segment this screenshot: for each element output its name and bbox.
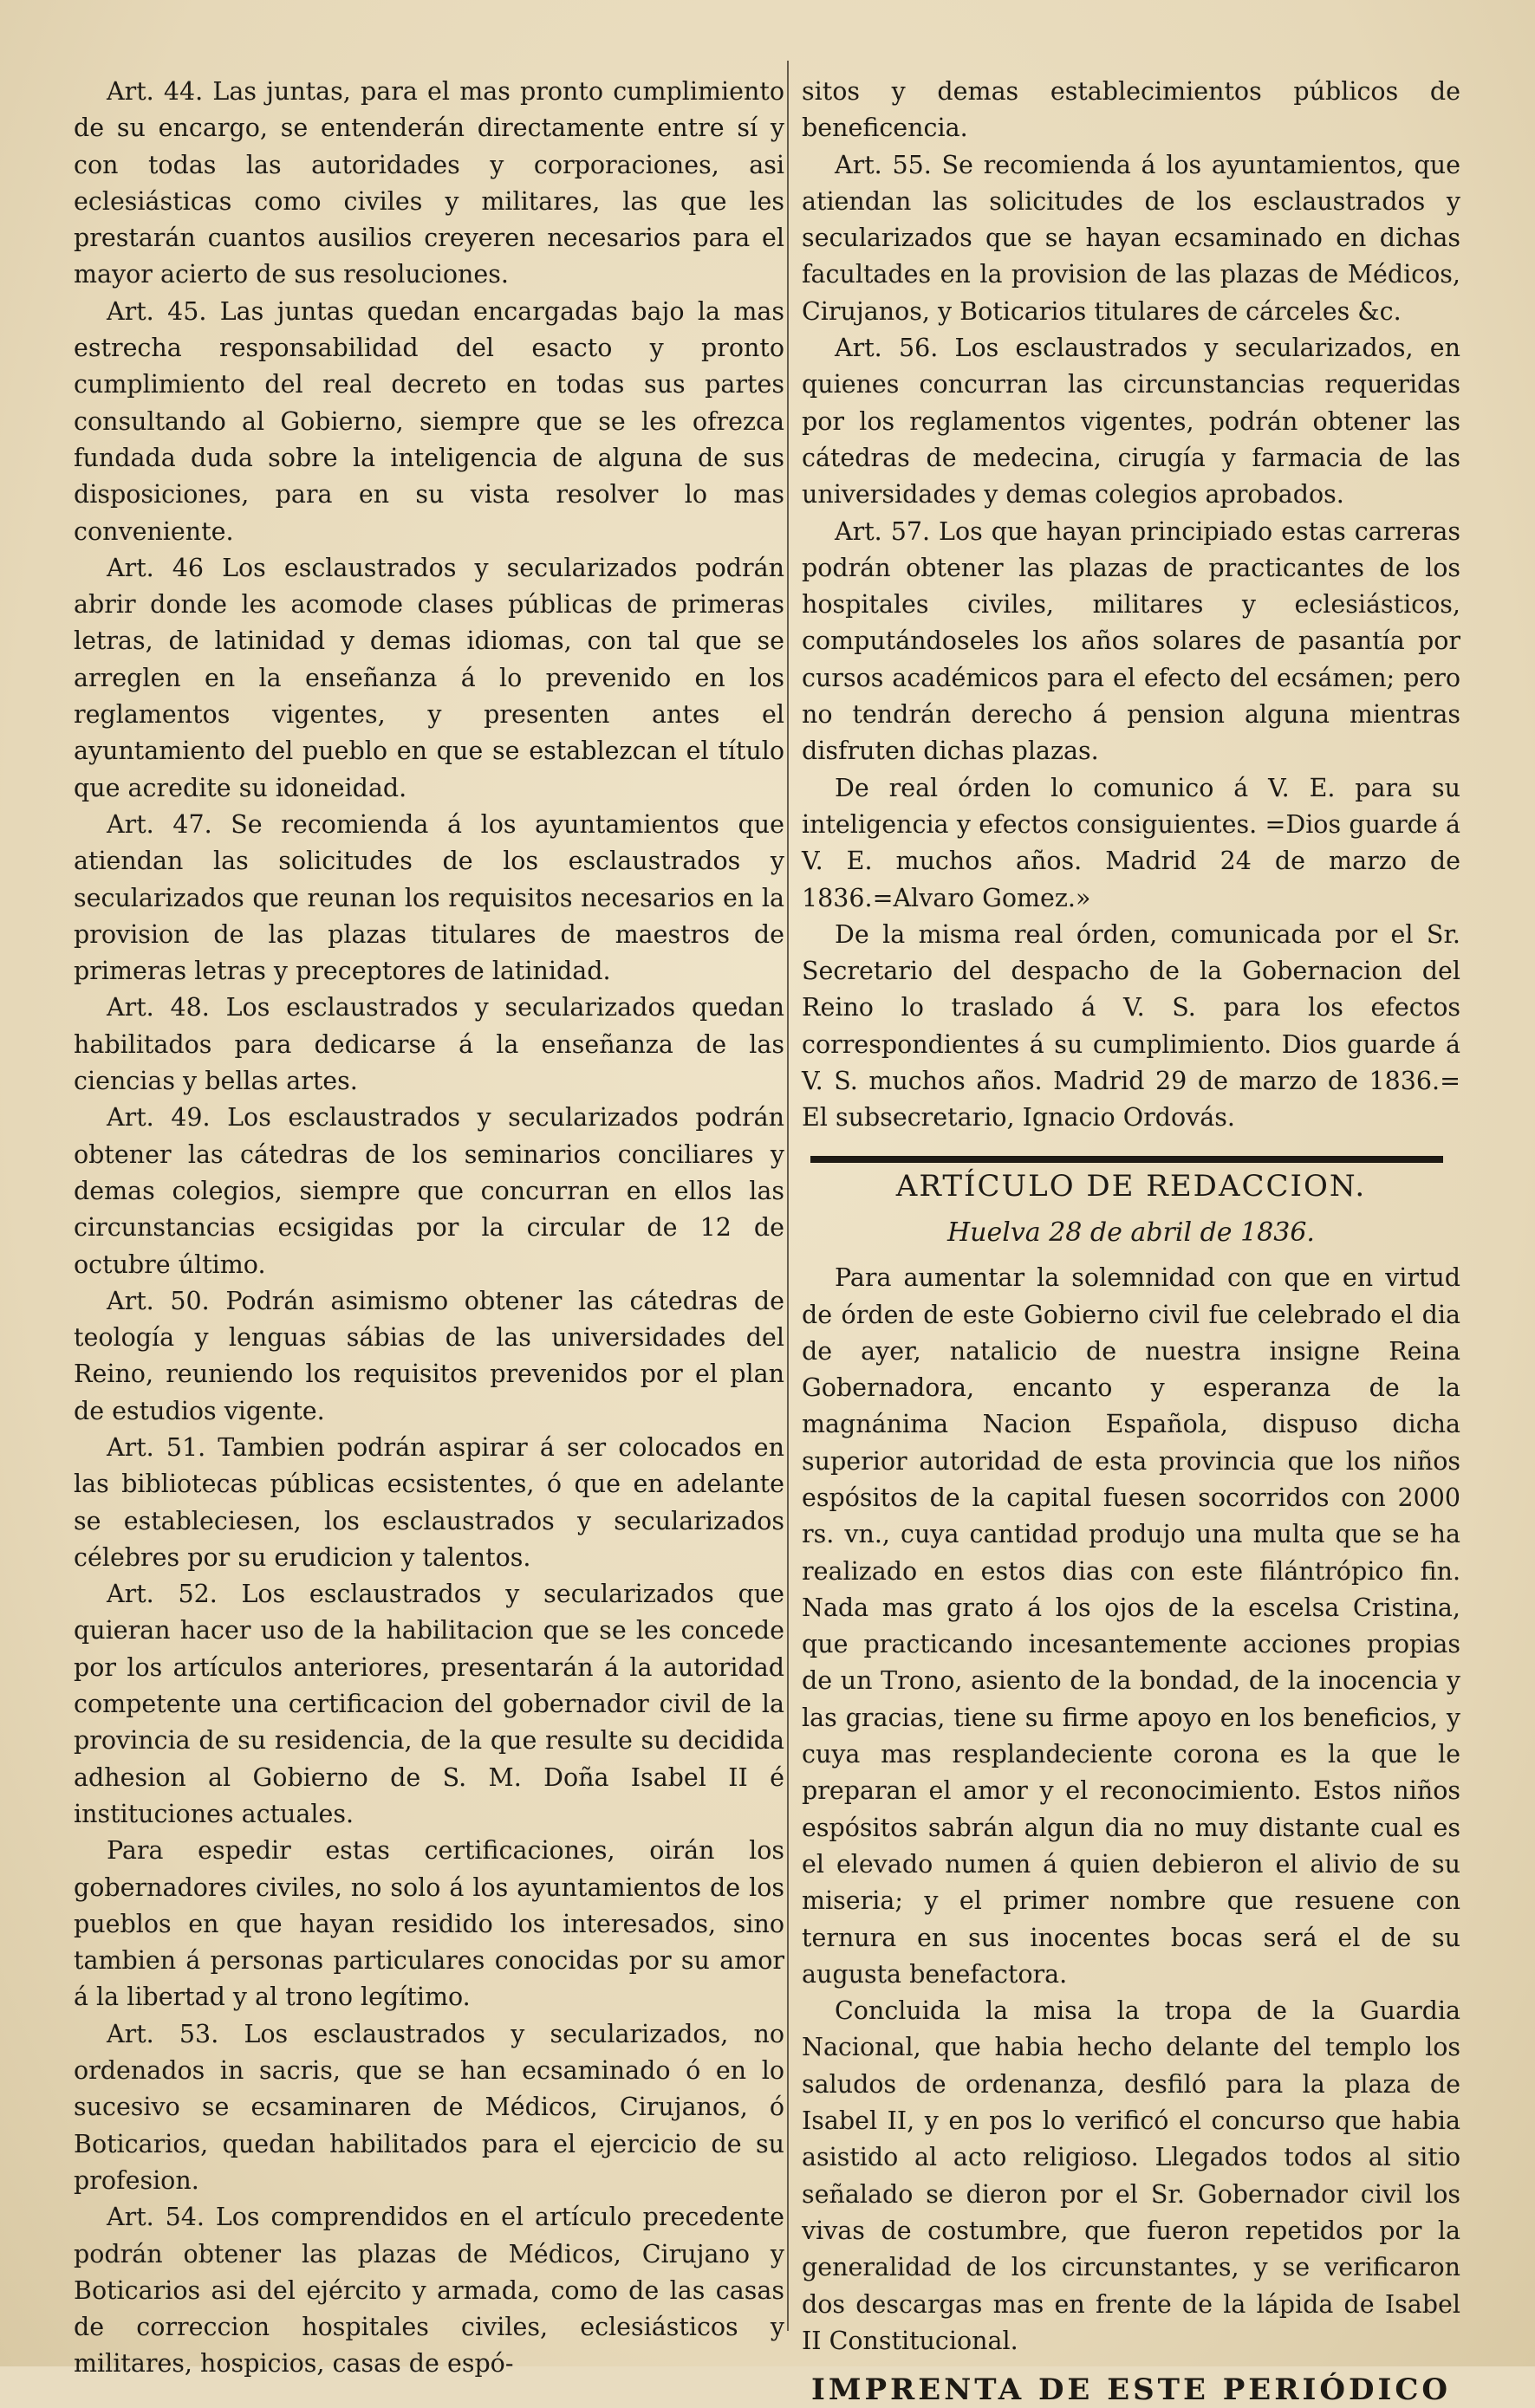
article-51: Art. 51. Tambien podrán aspirar á ser colocados en las bibliotecas públicas ecsistentes, ó que en adelante se estableciesen, los esclaustrados y secularizados célebres por su erudicion y talentos.: [74, 1432, 784, 1572]
right-column: [802, 74, 1460, 2408]
article-57: Art. 57. Los que hayan principiado estas carreras podrán obtener las plazas de practicantes de los hospitales civiles, militares y eclesiásticos, computándoseles los años solares de pasantía por cursos académicos para el efecto del ecsámen; pero no tendrán derecho á pension alguna mientras disfruten dichas plazas.: [802, 516, 1460, 766]
article-47: Art. 47. Se recomienda á los ayuntamientos que atiendan las solicitudes de los esclaustrados y secularizados que reunan los requisitos necesarios en la provision de las plazas titulares de maestros de primeras letras y preceptores de latinidad.: [74, 809, 784, 986]
article-53: Art. 53. Los esclaustrados y secularizados, no ordenados in sacris, que se han ecsaminado ó en lo sucesivo se ecsaminaren de Médicos, Cirujanos, ó Boticarios, quedan habilitados para el ejercicio de su profesion.: [74, 2019, 784, 2195]
article-56: Art. 56. Los esclaustrados y secularizados, en quienes concurran las circunstancias requeridas por los reglamentos vigentes, podrán obtener las cátedras de medecina, cirugía y farmacia de las universidades y demas colegios aprobados.: [802, 334, 1460, 510]
article-54-continuation: sitos y demas establecimientos públicos de beneficencia.: [802, 77, 1460, 143]
editorial-paragraph: Para aumentar la solemnidad con que en virtud de órden de este Gobierno civil fue celebrado el dia de ayer, natalicio de nuestra insigne Reina Gobernadora, encanto y esperanza de la magnánima Nacion Española, dispuso dicha superior autoridad de esta provincia que los niños espósitos de la capital fuesen socorridos con 2000 rs. vn., cuya cantidad produjo una multa que se ha realizado en estos dias con este filántrópico fin. Nada mas grato á los ojos de la escelsa Cristina, que practicando incesantemente acciones propias de un Trono, asiento de la bondad, de la inocencia y las gracias, tiene su firme apoyo en los beneficios, y cuya mas resplandeciente corona es la que le preparan el amor y el reconocimiento. Estos niños espósitos sabrán algun dia no muy distante cual es el elevado numen á quien debieron el alivio de su miseria; y el primer nombre que resuene con ternura en sus inocentes bocas será el de su augusta benefactora.: [802, 1263, 1460, 1989]
article-52-continuation: Para espedir estas certificaciones, oirán los gobernadores civiles, no solo á los ayuntamientos de los pueblos en que hayan residido los interesados, sino tambien á personas particulares conocidas por su amor á la libertad y al trono legítimo.: [74, 1836, 784, 2012]
editorial-dateline: Huelva 28 de abril de 1836.: [947, 1217, 1315, 1248]
column-divider: [787, 61, 789, 2331]
article-44: Art. 44. Las juntas, para el mas pronto cumplimiento de su encargo, se entenderán directamente entre sí y con todas las autoridades y corporaciones, asi eclesiásticas como civiles y militares, las que les prestarán cuantos ausilios creyeren necesarios para el mayor acierto de sus resoluciones.: [74, 77, 784, 289]
imprint-line: IMPRENTA DE ESTE PERIÓDICO: [810, 2372, 1452, 2408]
editorial-paragraph: Concluida la misa la tropa de la Guardia Nacional, que habia hecho delante del templo los saludos de ordenanza, desfiló para la plaza de Isabel II, y en pos lo verificó el concurso que habia asistido al acto religioso. Llegados todos al sitio señalado se dieron por el Sr. Gobernador civil los vivas de costumbre, que fueron repetidos por la generalidad de los circunstantes, y se verificaron dos descargas mas en frente de la lápida de Isabel II Constitucional.: [802, 1996, 1460, 2355]
article-54: Art. 54. Los comprendidos en el artículo precedente podrán obtener las plazas de Médicos, Cirujano y Boticarios asi del ejército y armada, como de las casas de correccion hospitales civiles, eclesiásticos y militares, hospicios, casas de espó-: [74, 2203, 784, 2379]
article-55: Art. 55. Se recomienda á los ayuntamientos, que atiendan las solicitudes de los esclaustrados y secularizados que se hayan ecsaminado en dichas facultades en la provision de las plazas de Médicos, Cirujanos, y Boticarios titulares de cárceles &c.: [802, 150, 1460, 326]
article-45: Art. 45. Las juntas quedan encargadas bajo la mas estrecha responsabilidad del esacto y pronto cumplimiento del real decreto en todas sus partes consultando al Gobierno, siempre que se les ofrezca fundada duda sobre la inteligencia de alguna de sus disposiciones, para en su vista resolver lo mas conveniente.: [74, 296, 784, 546]
article-52: Art. 52. Los esclaustrados y secularizados que quieran hacer uso de la habilitacion que se les concede por los artículos anteriores, presentarán á la autoridad competente una certificacion del gobernador civil de la provincia de su residencia, de la que resulte su decidida adhesion al Gobierno de S. M. Doña Isabel II é instituciones actuales.: [74, 1580, 784, 1828]
left-column: [74, 74, 784, 2383]
article-48: Art. 48. Los esclaustrados y secularizados quedan habilitados para dedicarse á la enseñanza de las ciencias y bellas artes.: [74, 993, 784, 1096]
transfer-note: De la misma real órden, comunicada por el Sr. Secretario del despacho de la Gobernacion del Reino lo traslado á V. S. para los efectos correspondientes á su cumplimiento. Dios guarde á V. S. muchos años. Madrid 29 de marzo de 1836.= El subsecretario, Ignacio Ordovás.: [802, 919, 1460, 1133]
article-46: Art. 46 Los esclaustrados y secularizados podrán abrir donde les acomode clases públicas de primeras letras, de latinidad y demas idiomas, con tal que se arreglen en la enseñanza á lo prevenido en los reglamentos vigentes, y presenten antes el ayuntamiento del pueblo en que se establezcan el título que acredite su idoneidad.: [74, 553, 784, 802]
editorial-title: ARTÍCULO DE REDACCION.: [895, 1168, 1367, 1204]
section-rule: [810, 1156, 1443, 1163]
article-49: Art. 49. Los esclaustrados y secularizados podrán obtener las cátedras de los seminarios conciliares y demas colegios, siempre que concurran en ellos las circunstancias ecsigidas por la circular de 12 de octubre último.: [74, 1103, 784, 1279]
article-50: Art. 50. Podrán asimismo obtener las cátedras de teología y lenguas sábias de las universidades del Reino, reuniendo los requisitos prevenidos por el plan de estudios vigente.: [74, 1286, 784, 1425]
royal-order-closing: De real órden lo comunico á V. E. para su inteligencia y efectos consiguientes. =Dios guarde á V. E. muchos años. Madrid 24 de marzo de 1836.=Alvaro Gomez.»: [802, 773, 1460, 912]
